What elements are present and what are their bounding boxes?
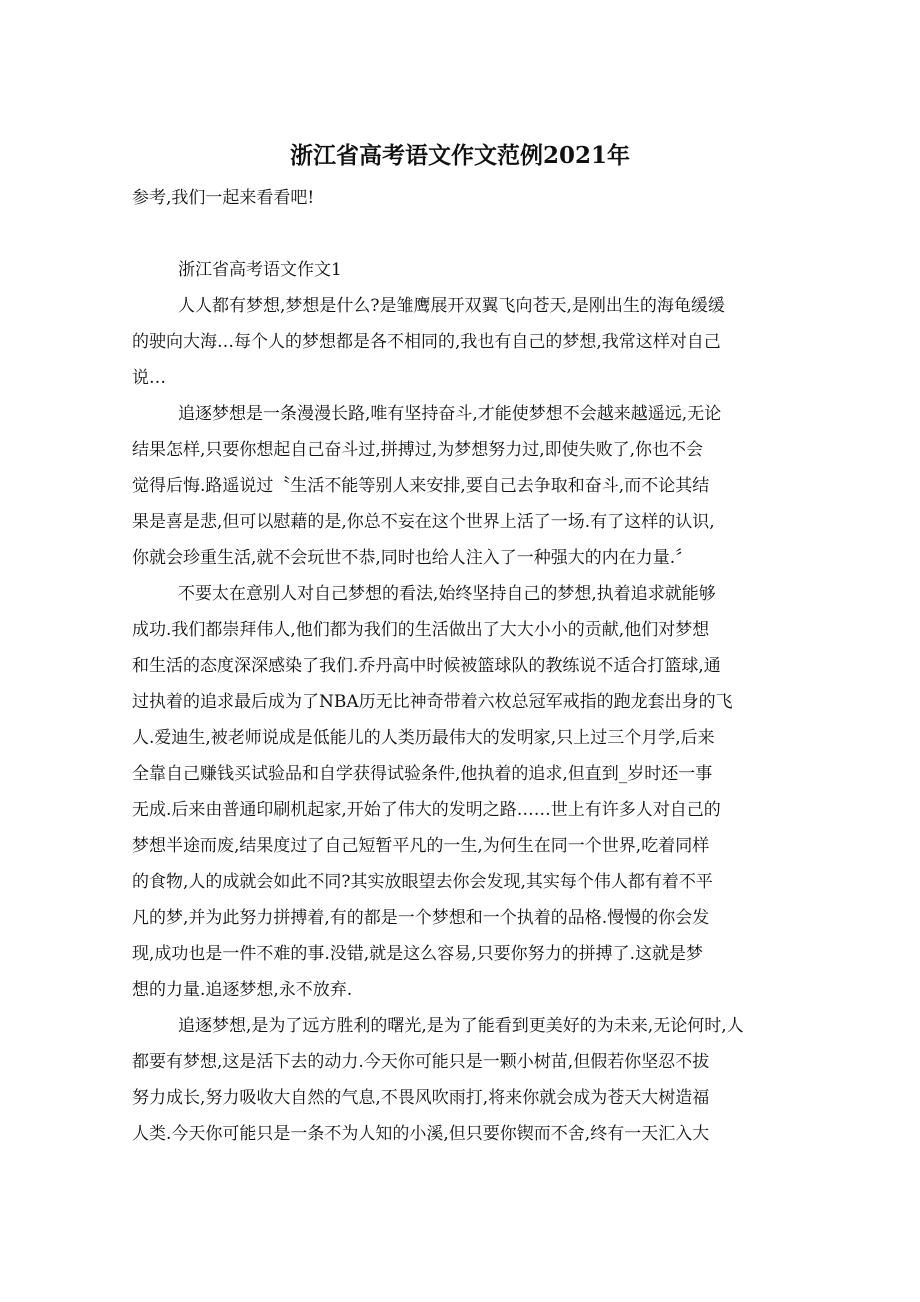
- paragraph-line: 无成.后来由普通印刷机起家,开始了伟大的发明之路……世上有许多人对自己的: [132, 800, 721, 820]
- paragraph-line: 的驶向大海…每个人的梦想都是各不相同的,我也有自己的梦想,我常这样对自己: [132, 332, 721, 352]
- paragraph-line: 想的力量.追逐梦想,永不放弃.: [132, 980, 353, 1000]
- paragraph-line: 努力成长,努力吸收大自然的气息,不畏风吹雨打,将来你就会成为苍天大树造福: [132, 1088, 710, 1108]
- paragraph-line: 结果怎样,只要你想起自己奋斗过,拼搏过,为梦想努力过,即使失败了,你也不会: [132, 440, 704, 460]
- paragraph-line: 人.爱迪生,被老师说成是低能儿的人类历最伟大的发明家,只上过三个月学,后来: [132, 728, 715, 748]
- paragraph-line: 追逐梦想,是为了远方胜利的曙光,是为了能看到更美好的为未来,无论何时,人: [178, 1016, 744, 1036]
- paragraph-line: 凡的梦,并为此努力拼搏着,有的都是一个梦想和一个执着的品格.慢慢的你会发: [132, 908, 710, 928]
- paragraph-line: 的食物,人的成就会如此不同?其实放眼望去你会发现,其实每个伟人都有着不平: [132, 872, 713, 892]
- paragraph-line: 成功.我们都崇拜伟人,他们都为我们的生活做出了大大小小的贡献,他们对梦想: [132, 620, 710, 640]
- paragraph-line: 追逐梦想是一条漫漫长路,唯有坚持奋斗,才能使梦想不会越来越遥远,无论: [178, 404, 722, 424]
- paragraph-line: 不要太在意别人对自己梦想的看法,始终坚持自己的梦想,执着追求就能够: [178, 584, 716, 604]
- document-title: 浙江省高考语文作文范例2021年: [289, 142, 630, 169]
- paragraph-line: 全靠自己赚钱买试验品和自学获得试验条件,他执着的追求,但直到_岁时还一事: [132, 764, 713, 784]
- paragraph-line: 果是喜是悲,但可以慰藉的是,你总不妄在这个世界上活了一场.有了这样的认识,: [132, 512, 715, 532]
- paragraph-line: 和生活的态度深深感染了我们.乔丹高中时候被篮球队的教练说不适合打篮球,通: [132, 656, 721, 676]
- paragraph-line: 人人都有梦想,梦想是什么?是雏鹰展开双翼飞向苍天,是刚出生的海龟缓缓: [178, 296, 725, 316]
- paragraph-line: 你就会珍重生活,就不会玩世不恭,同时也给人注入了一种强大的内在力量.〞: [132, 548, 693, 568]
- paragraph-line: 梦想半途而废,结果度过了自己短暂平凡的一生,为何生在同一个世界,吃着同样: [132, 836, 710, 856]
- intro-text: 参考,我们一起来看看吧!: [132, 188, 315, 208]
- paragraph-line: 现,成功也是一件不难的事.没错,就是这么容易,只要你努力的拼搏了.这就是梦: [132, 944, 704, 964]
- paragraph-line: 都要有梦想,这是活下去的动力.今天你可能只是一颗小树苗,但假若你坚忍不拔: [132, 1052, 710, 1072]
- paragraph-line: 人类.今天你可能只是一条不为人知的小溪,但只要你锲而不舍,终有一天汇入大: [132, 1124, 710, 1144]
- section-heading: 浙江省高考语文作文1: [178, 260, 342, 280]
- paragraph-line: 觉得后悔.路遥说过〝生活不能等别人来安排,要自己去争取和奋斗,而不论其结: [132, 476, 710, 496]
- paragraph-line: 说…: [132, 368, 166, 388]
- paragraph-line: 过执着的追求最后成为了NBA历无比神奇带着六枚总冠军戒指的跑龙套出身的飞: [132, 692, 733, 712]
